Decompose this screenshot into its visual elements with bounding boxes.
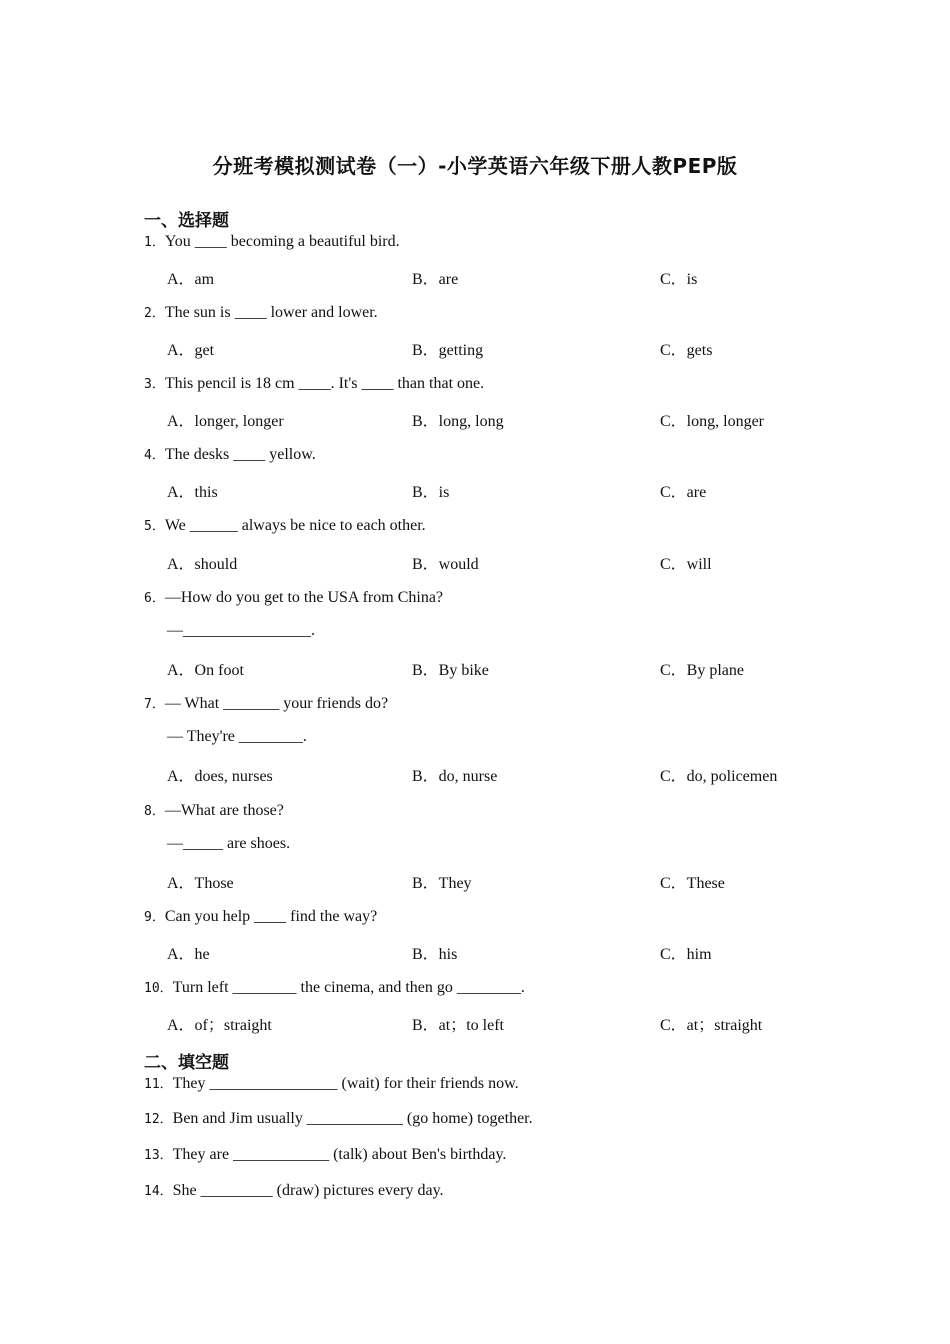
- question-number: 7．: [144, 697, 165, 712]
- question-text: Turn left ________ the cinema, and then go ________.: [172, 979, 525, 996]
- question-number: 9．: [144, 910, 165, 925]
- question-number: 11．: [144, 1077, 173, 1092]
- option-b[interactable]: B．They: [412, 875, 472, 892]
- question-5: [144, 515, 426, 535]
- option-c[interactable]: C．gets: [660, 342, 713, 359]
- question-text: You ____ becoming a beautiful bird.: [164, 233, 400, 250]
- question-number: 4．: [144, 448, 165, 463]
- option-b[interactable]: B．long, long: [412, 413, 504, 430]
- option-b[interactable]: B．By bike: [412, 662, 489, 679]
- question-8: [144, 800, 284, 820]
- fill-question-13: [144, 1144, 506, 1164]
- option-b[interactable]: B．are: [412, 271, 459, 288]
- question-text: Can you help ____ find the way?: [164, 908, 378, 925]
- option-c[interactable]: C．long, longer: [660, 413, 764, 430]
- option-c[interactable]: C．will: [660, 556, 712, 573]
- question-number: 3．: [144, 377, 165, 392]
- question-number: 6．: [144, 591, 165, 606]
- option-b[interactable]: B．getting: [412, 342, 484, 359]
- option-a[interactable]: A．am: [167, 271, 215, 288]
- section-heading-fill: 二、填空题: [144, 1053, 229, 1073]
- question-number: 12．: [144, 1112, 173, 1127]
- question-4: [144, 444, 316, 464]
- question-text: She _________ (draw) pictures every day.: [172, 1182, 444, 1199]
- question-2: [144, 302, 378, 322]
- question-number: 14．: [144, 1184, 173, 1199]
- question-number: 10．: [144, 981, 173, 996]
- fill-question-11: [144, 1073, 519, 1093]
- option-c[interactable]: C．him: [660, 946, 712, 963]
- option-a[interactable]: A．of；straight: [167, 1017, 272, 1034]
- question-6: [144, 587, 443, 607]
- option-a[interactable]: A．Those: [167, 875, 234, 892]
- question-text: The desks ____ yellow.: [164, 446, 316, 463]
- option-a[interactable]: A．On foot: [167, 662, 244, 679]
- option-c[interactable]: C．By plane: [660, 662, 744, 679]
- question-number: 5．: [144, 519, 165, 534]
- section-heading-choice: 一、选择题: [144, 211, 229, 231]
- question-text: We ______ always be nice to each other.: [164, 517, 426, 534]
- option-c[interactable]: C．at；straight: [660, 1017, 763, 1034]
- question-text: — What _______ your friends do?: [164, 695, 389, 712]
- option-c[interactable]: C．These: [660, 875, 725, 892]
- option-b[interactable]: B．his: [412, 946, 458, 963]
- option-c[interactable]: C．is: [660, 271, 698, 288]
- question-text: —What are those?: [164, 802, 284, 819]
- option-a[interactable]: A．does, nurses: [167, 768, 273, 785]
- option-b[interactable]: B．at；to left: [412, 1017, 504, 1034]
- option-c[interactable]: C．are: [660, 484, 707, 501]
- question-7: [144, 693, 388, 713]
- question-text: Ben and Jim usually ____________ (go home) together.: [172, 1110, 533, 1127]
- question-9: [144, 906, 377, 926]
- question-number: 13．: [144, 1148, 173, 1163]
- question-answer-line: —_____ are shoes.: [167, 835, 291, 852]
- question-text: They ________________ (wait) for their friends now.: [172, 1075, 519, 1092]
- question-text: They are ____________ (talk) about Ben's birthday.: [172, 1146, 507, 1163]
- fill-question-12: [144, 1108, 533, 1128]
- question-text: The sun is ____ lower and lower.: [164, 304, 378, 321]
- option-b[interactable]: B．do, nurse: [412, 768, 498, 785]
- option-b[interactable]: B．is: [412, 484, 450, 501]
- option-a[interactable]: A．should: [167, 556, 238, 573]
- option-a[interactable]: A．he: [167, 946, 210, 963]
- question-3: [144, 373, 484, 393]
- option-a[interactable]: A．this: [167, 484, 218, 501]
- option-a[interactable]: A．longer, longer: [167, 413, 284, 430]
- question-answer-line: — They're ________.: [167, 728, 307, 745]
- option-c[interactable]: C．do, policemen: [660, 768, 778, 785]
- question-number: 2．: [144, 306, 165, 321]
- question-number: 1．: [144, 235, 165, 250]
- option-b[interactable]: B．would: [412, 556, 479, 573]
- question-answer-line: —________________.: [167, 622, 315, 639]
- question-number: 8．: [144, 804, 165, 819]
- page-title: 分班考模拟测试卷（一）-小学英语六年级下册人教PEP版: [212, 154, 738, 178]
- option-a[interactable]: A．get: [167, 342, 215, 359]
- fill-question-14: [144, 1180, 444, 1200]
- question-1: [144, 231, 400, 251]
- question-10: [144, 977, 525, 997]
- question-text: This pencil is 18 cm ____. It's ____ than that one.: [164, 375, 485, 392]
- question-text: —How do you get to the USA from China?: [164, 589, 444, 606]
